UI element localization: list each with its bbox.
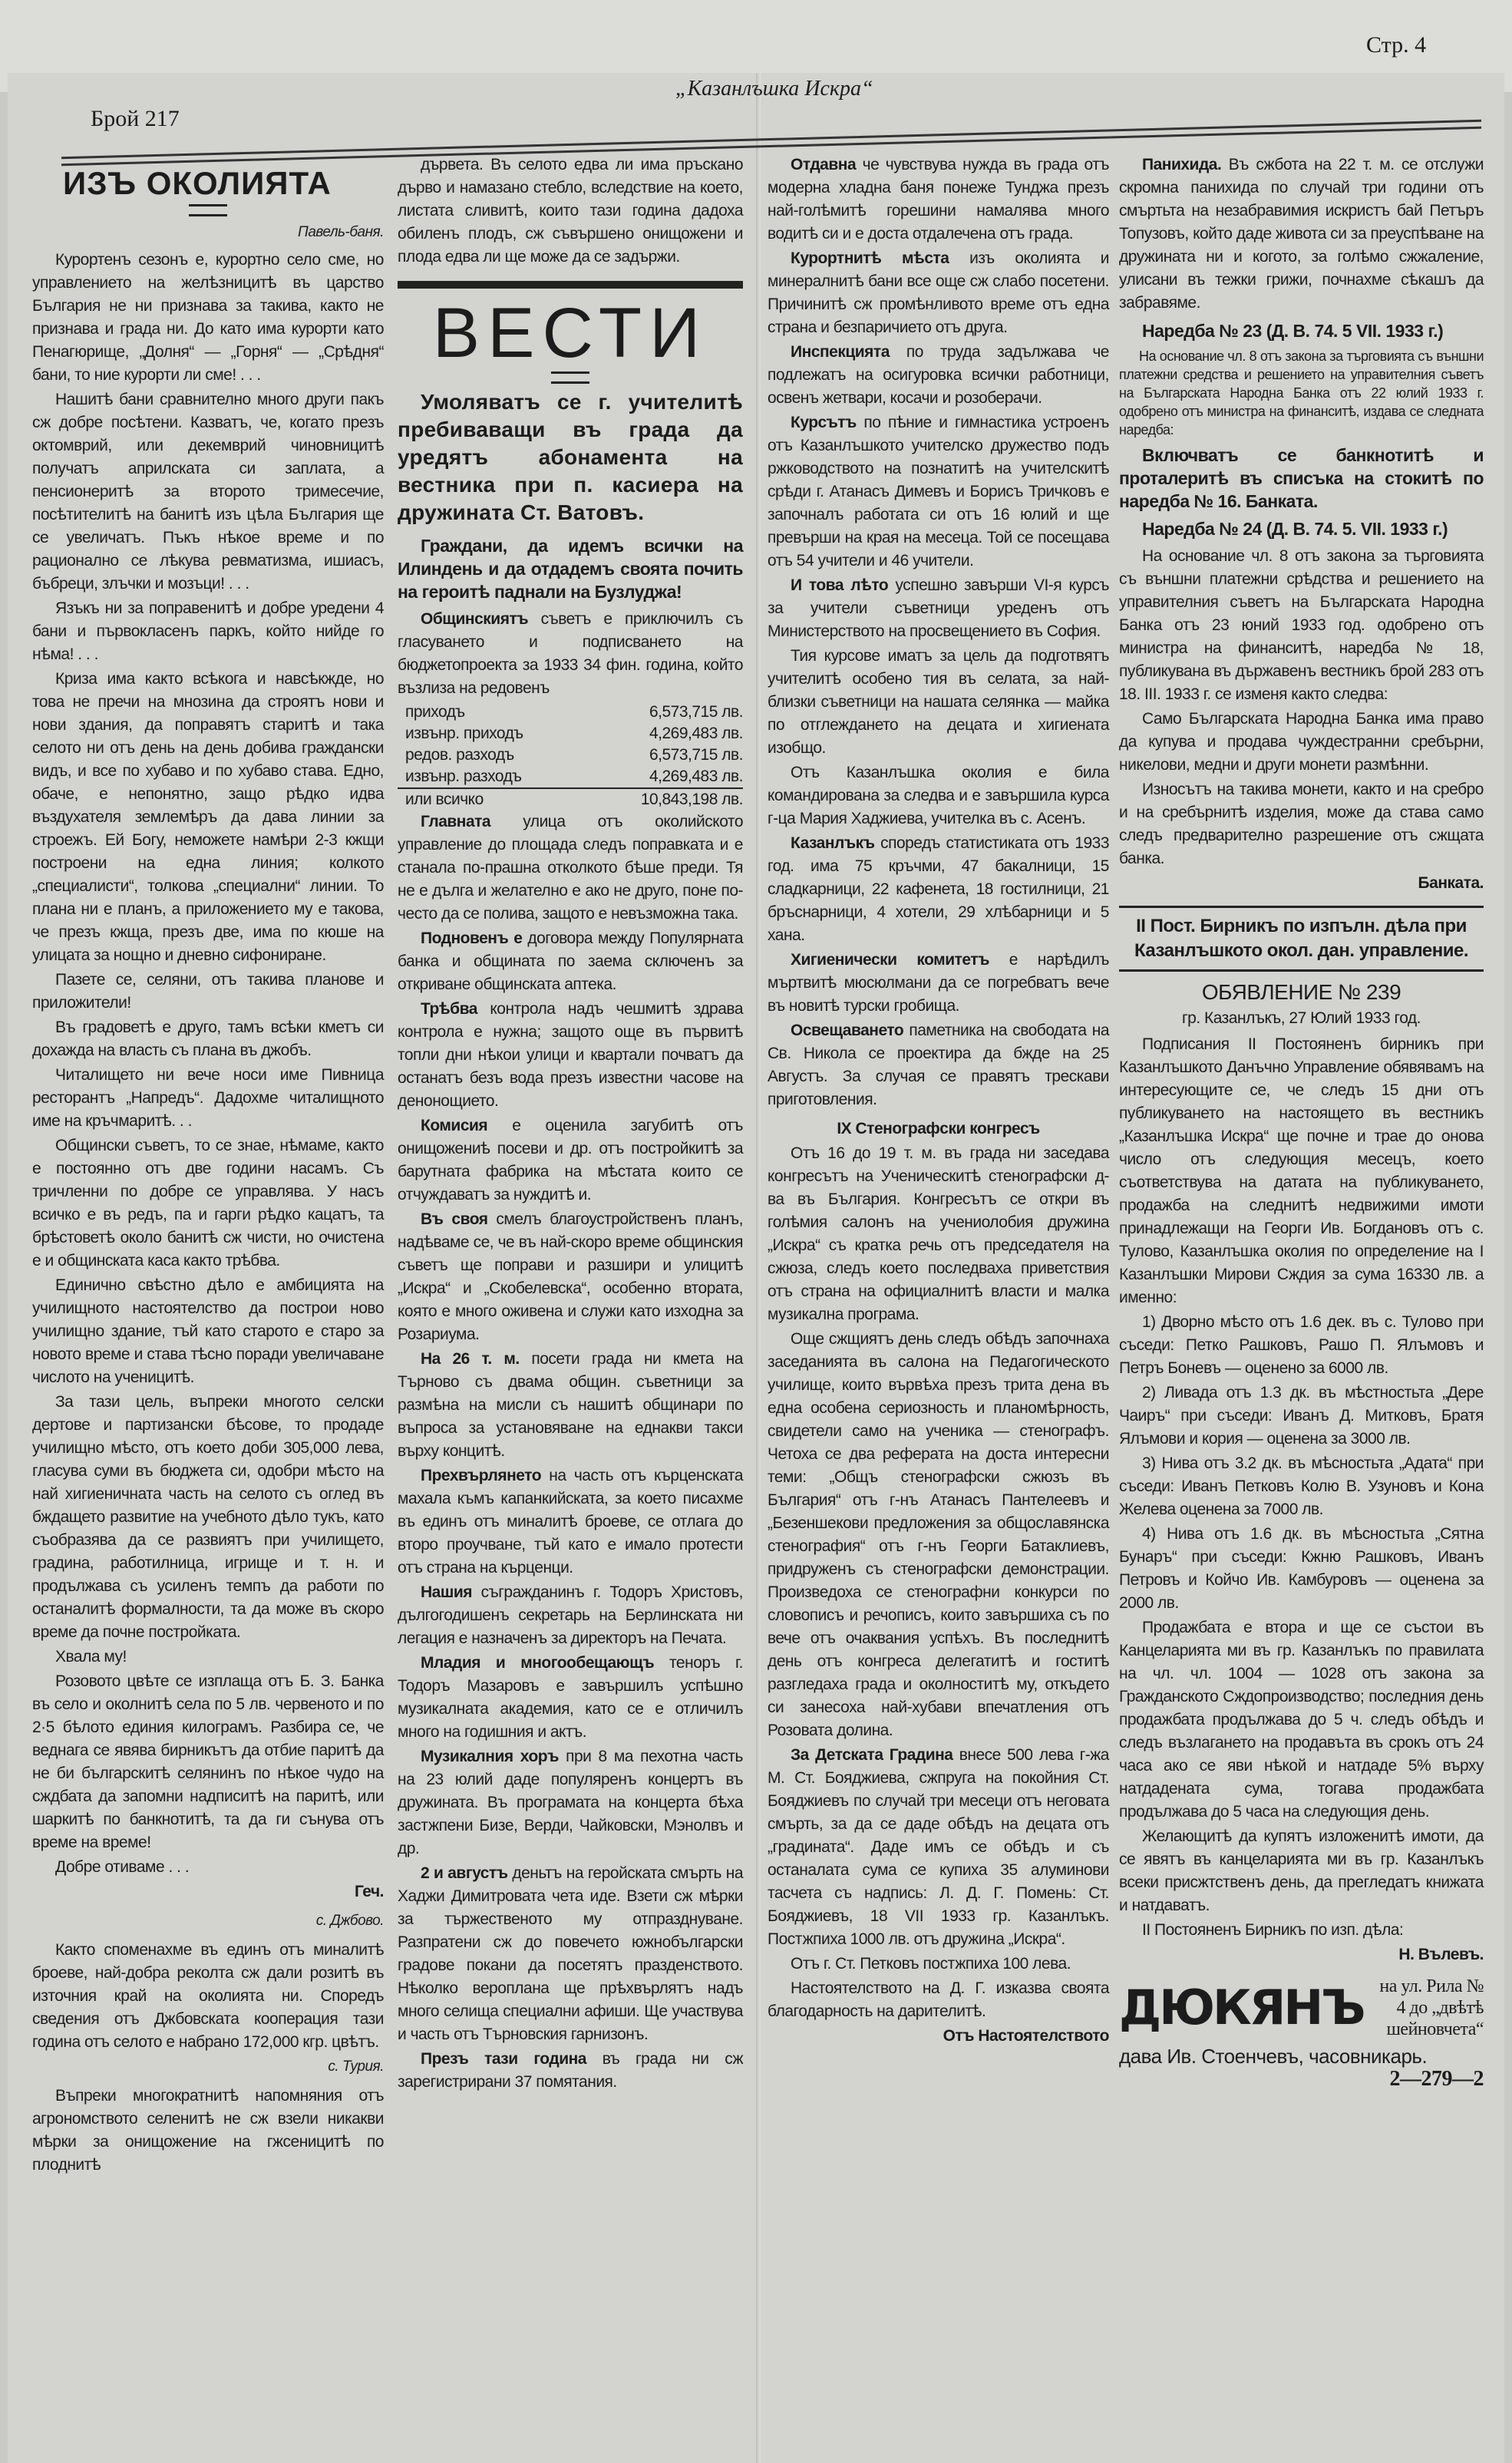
- newspaper-title: „Казанлъшка Искра“: [675, 77, 873, 101]
- signature: Банката.: [1418, 874, 1484, 892]
- paragraph: Само Българската Народна Банка има право да купува и продава чуждестранни сребърни, никелови, медни и други монети размѣнни.: [1119, 710, 1484, 774]
- paragraph: Курсътъ по пѣние и гимнастика устроенъ отъ Казанлъшкото учителско дружество подъ ржководството на познатитѣ на учителскитѣ срѣди г. Атанасъ Димевъ и Борисъ Тричковъ е започналъ работата си отъ 16 юлий и ще превърши на края на месеца. Той се посещава отъ 54 учители и 46 учители.: [768, 414, 1109, 570]
- paragraph: Язъкъ ни за поправенитѣ и добре уредени 4 бани и първокласенъ паркъ, който нийде го нѣма! . . .: [32, 599, 384, 663]
- announcement-header: II Пост. Бирникъ по изпълн. дѣла при Казанлъшкото окол. дан. управление.: [1119, 906, 1484, 972]
- paragraph: На 26 т. м. посети града ни кмета на Търново съ двама общин. съветници за размѣна на мисли съ нашитѣ общинари по въпроса за установяване на еднакви такси върху концитѣ.: [398, 1350, 743, 1460]
- paragraph: Прехвърлянето на часть отъ кърценската махала къмъ капанкийската, за което писахме въ единъ отъ миналитѣ броеве, се отлага до второ проучване, тъй като е имало протести отъ страна на кърценци.: [398, 1467, 743, 1577]
- paragraph: Криза има както всѣкога и навсѣкжде, но това не пречи на мнозина да строятъ нови и нови здания, да поправятъ старитѣ и така селото ни отъ день на день добива граждански видъ, и все по хубаво и по хубаво става. Едно, обаче, е непонятно, защо рѣдко идва въздухателя землемѣръ да дава линии за строежъ. Ей Богу, неможете намѣри 2-3 кжщи построени на една линия; колкото „специалисти“, толкова „специални“ линии. То плана ни е планъ, а приложението му е такова, че презъ кжща, презъ две, има по кюше на улицата за нощно и дневно сифониране.: [32, 670, 384, 964]
- paragraph-lead: Главната: [421, 813, 491, 830]
- paragraph: Освещаването паметника на свободата на Св. Никола се проектира да бжде на 25 Августъ. За случая се правятъ трескави приготовления.: [768, 1022, 1109, 1108]
- column-1: [32, 154, 384, 2178]
- paragraph-lead: И това лѣто: [791, 576, 889, 594]
- paragraph: Младия и многообещающъ теноръ г. Тодоръ Мазаровъ е завършилъ успѣшно музикалната академия, като се е отличилъ много на годишния и актъ.: [398, 1654, 743, 1741]
- advertisement: [1119, 1976, 1484, 2091]
- budget-label: приходъ: [405, 703, 465, 721]
- paragraph: Нашитѣ бани сравнително много други пакъ сж добре посѣтени. Казватъ, че, когато презъ октомврий, или декемврий чиновницитѣ получатъ априлската си заплата, а пенсионеритѣ за второто тримесечие, посѣтителитѣ на банитѣ изъ цѣла България ще се увеличатъ. Пъкъ нѣкое време и по рационално се лѣкува ревматизма, ишиасъ, бъбреци, злъчки и мозъци! . . .: [32, 391, 384, 593]
- paragraph: Хвала му!: [55, 1648, 127, 1666]
- budget-value: 4,269,483 лв.: [649, 725, 743, 742]
- paragraph: 4) Нива отъ 1.6 дк. въ мѣсностьта „Сятна Бунаръ“ при съседи: Кжню Рашковъ, Иванъ Петровъ и Койчо Ив. Камбуровъ — оценена за 2000 лв.: [1119, 1525, 1484, 1612]
- paragraph: 1) Дворно мѣсто отъ 1.6 дек. въ с. Тулово при съседи: Петко Рашковъ, Рашо П. Ялъмовъ и Петръ Боневъ — оценено за 6000 лв.: [1119, 1313, 1484, 1377]
- budget-table: [398, 702, 743, 811]
- paragraph: Отъ 16 до 19 т. м. въ града ни заседава конгресътъ на Ученическитѣ стенографски д-ва въ България. Конгресътъ се откри въ голѣмия салонъ на учениолобия дружина „Искра“ съ кратка речь отъ председателя на сжюза, следъ което последваха приветствия отъ страна на официалнитѣ власти и малка музикална програма.: [768, 1144, 1109, 1323]
- paragraph-lead: За Детската Градина: [791, 1746, 953, 1764]
- paragraph-lead: Презъ тази година: [421, 2050, 586, 2068]
- date-line: гр. Казанлъкъ, 27 Юлий 1933 год.: [1181, 1009, 1421, 1027]
- dateline: с. Турия.: [328, 2059, 384, 2075]
- ad-text: дава Ив. Стоенчевъ, часовникарь.: [1119, 2045, 1428, 2068]
- budget-row: [398, 745, 743, 766]
- paragraph: Хигиенически комитетъ е нарѣдилъ мъртвитѣ мюсюлмани да се погребватъ вече въ новитѣ турски гробища.: [768, 951, 1109, 1015]
- paragraph-lead: Комисия: [421, 1117, 488, 1134]
- paragraph-lead: Отдавна: [791, 156, 857, 173]
- paragraph-lead: Панихида.: [1142, 156, 1222, 173]
- paragraph-lead: Музикалния хоръ: [421, 1748, 559, 1765]
- budget-row: [398, 702, 743, 723]
- paragraph: Добре отиваме . . .: [55, 1858, 190, 1876]
- paragraph: Желающитѣ да купятъ изложенитѣ имоти, да се явятъ въ канцеларията ми въ гр. Казанлъкъ всеки присжтственъ день, да прегледатъ книжата и натдаватъ.: [1119, 1827, 1484, 1914]
- paragraph: Подписания II Постояненъ бирникъ при Казанлъшкото Данъчно Управление обявявамъ на интересующите се, че следъ 15 дни отъ публикуването на настоящето въ вестникъ „Казанлъшка Искра“ ще почне и трае до онова число отъ следующия месецъ, което съответствува на датата на публикуването, продажба на следнитѣ недвижими имоти принадлежащи на Георги Ив. Богдановъ отъ с. Тулово, Казанлъшка околия по определение на I Казанлъшки Мирови Сждия за сума 16330 лв. а именно:: [1119, 1035, 1484, 1306]
- paragraph: Комисия е оценила загубитѣ отъ онищожениѣ посеви и др. отъ постройкитѣ за барутната фабрика на мѣстата които се отчуждаватъ за нуждитѣ и.: [398, 1117, 743, 1203]
- bold-notice: Включватъ се банкнотитѣ и проталеритѣ въ списъка на стокитѣ по наредба № 16. Банката.: [1119, 445, 1484, 511]
- page-header: [0, 0, 1512, 154]
- paragraph: Още сжщиятъ день следъ обѣдъ започнаха заседанията въ салона на Педагогическото училище, които вървѣха презъ трита дена въ една особена сериозность и планомѣрность, свидетели само на ученика — стенографъ. Четоха се два реферата на доста интересни теми: „Общъ стенографски сжюзъ въ България“ отъ г-нъ Атанасъ Пантелеевъ и „Безеншекови предложения за общославянска стенография“ отъ г-нъ Георги Батаклиевъ, придруженъ съ стенографски демонстрации. Произведоха се стенографни конкурси по словописъ и речописъ, които завършиха съ по вече отъ очаквания успѣхъ. Въ последнитѣ день отъ конгреса делегатитѣ и гоститѣ разгледаха града и околноститѣ му, откъдето си занесоха най-хубави впечатления отъ Розовата долина.: [768, 1330, 1109, 1739]
- paragraph: Тия курсове иматъ за цель да подготвятъ учителитѣ особено тия въ селата, за най-близки съветници на нашата селянка — майка по отглеждането на децата и хигиената изобщо.: [768, 647, 1109, 757]
- paragraph: Продажбата е втора и ще се състои въ Канцеларията ми въ гр. Казанлъкъ по правилата на чл. чл. 1004 — 1028 отъ закона за Гражданското Сждопроизводство; последния день продажбата продължава до 5 ч. следъ обѣдъ и следъ възлагането на продавъта въ срокъ отъ 24 часа ако се яви нѣкой и натдаде 5% върху натдадената сума, тогава продажбата продължава до 5 часа на следующия день.: [1119, 1619, 1484, 1821]
- ad-address: на ул. Рила № 4 до „двѣтѣ шейновчета“: [1379, 1976, 1484, 2039]
- signature: Геч.: [354, 1883, 384, 1900]
- budget-label: извънр. разходъ: [405, 768, 522, 785]
- paragraph-lead: На 26 т. м.: [421, 1350, 520, 1368]
- ad-shop-name: ДЮКЯНЪ: [1119, 1979, 1364, 2035]
- paragraph: Музикалния хоръ при 8 ма пехотна часть на 23 юлий даде популяренъ концертъ въ дружината. Въ програмата на концерта бѣха застжпени Бизе, Верди, Чайковски, Мэнолвъ и др.: [398, 1748, 743, 1857]
- section-heading: ИЗЪ ОКОЛИЯТА: [63, 165, 332, 201]
- budget-value: 4,269,483 лв.: [649, 768, 743, 785]
- page-fold: [756, 73, 761, 2463]
- paragraph: Единично свѣстно дѣло е амбицията на училищното настоятелство да построи ново училищно здание, тъй като старото е старо за новото време и става тѣсно поради увеличаване числото на ученицитѣ.: [32, 1276, 384, 1386]
- signature: Отъ Настоятелството: [943, 2027, 1109, 2045]
- paragraph: Панихида. Въ сжбота на 22 т. м. се отслужи скромна панихида по случай три години отъ смъртьта на незабравимия искристъ бай Петъръ Топузовъ, който даде живота си за преуспѣване на дружината ни и когото, за голѣмо сжжаление, улисани въ тежки грижи, почнахме сѣкашъ да забравяме.: [1119, 156, 1484, 312]
- paragraph-lead: Въ своя: [421, 1210, 488, 1228]
- budget-value: 6,573,715 лв.: [649, 746, 743, 764]
- paragraph: Розовото цвѣте се изплаща отъ Б. З. Банка въ село и околнитѣ села по 5 лв. червеното и по 2·5 бѣлото единия килограмъ. Разбира се, че веднага се явява бирникътъ да отбие паритѣ да не би българскитѣ селянинъ по нѣкое чудо на сждбата да запомни надписитѣ на паритѣ, или шаркитѣ по банкнотитѣ, та да ги сънува отъ време на време!: [32, 1672, 384, 1851]
- paragraph: Отдавна че чувствува нужда въ града отъ модерна хладна баня понеже Тунджа презъ най-голѣмитѣ горешини намалява много водитѣ си и е доста отдалечена отъ града.: [768, 156, 1109, 243]
- paragraph: Курортнитѣ мѣста изъ околията и минералнитѣ бани все още сж слабо посетени. Причинитѣ сж промѣнливото време отъ една страна и безпаричието отъ друга.: [768, 249, 1109, 336]
- paragraph-lead: Младия и многообещающъ: [421, 1654, 655, 1672]
- paragraph: Нашия съгражданинъ г. Тодоръ Христовъ, дългогодишенъ секретарь на Берлинската ни легация е назначенъ за директоръ на Печата.: [398, 1583, 743, 1647]
- paragraph: Главната улица отъ околийското управление до площада следъ поправката и е станала по-прашна отколкото бѣше преди. Тя не е дълга и желателно е ако не друго, поне по-често да се полива, защото е невъзможна така.: [398, 813, 743, 923]
- notice: Умоляватъ се г. учителитѣ пребиваващи въ града да уредятъ абонамента на вестника при п. касиера на дружината Ст. Ватовъ.: [398, 390, 743, 524]
- paragraph: Презъ тази година въ града ни сж зарегистрирани 37 помятания.: [398, 2050, 744, 2091]
- budget-label: или всичко: [398, 788, 582, 811]
- budget-row: [398, 723, 743, 745]
- bold-notice: Наредба № 24 (Д. В. 74. 5. VII. 1933 г.): [1142, 519, 1448, 539]
- paragraph-lead: Курсътъ: [791, 414, 857, 431]
- announcement-title: ОБЯВЛЕНИЕ № 239: [1201, 980, 1401, 1004]
- paragraph: За тази цель, въпреки многото селски дертове и партизански бѣсове, то продаде училищно мѣсто, отъ което доби 305,000 лева, гласува суми въ бюджета си, одобри мѣсто на най хигиеничната часть на селото съ оглед въ бждащето развитие на учебното дѣло тукъ, като съобразява да се развиятъ при училището, градина, работилница, игрище и т. н. и продължава съ усиленъ темпъ да работи по останалитѣ формалности, та да може въ скоро време да почне постройката.: [32, 1393, 384, 1641]
- ad-top: [1119, 1976, 1484, 2040]
- column-4: [1119, 154, 1484, 2091]
- paragraph: Износътъ на такива монети, както и на сребро и на сребърнитѣ изделия, може да става само следъ предварително разрешение отъ сжщата банка.: [1119, 781, 1484, 867]
- paragraph: Общинскиятъ съветъ е приключилъ съ гласуването и подписването на бюджетопроекта за 1933 34 фин. година, който възлиза на редовенъ: [398, 610, 743, 697]
- paragraph-lead: Общинскиятъ: [421, 610, 529, 628]
- paragraph: дървета. Въ селото едва ли има пръскано дърво и намазано стебло, вследствие на което, листата сливитѣ, които тази година дадоха обиленъ плодъ, сж съвършено онищожени и плода едва ли ще може да се задържи.: [398, 156, 743, 266]
- fine-print: На основание чл. 8 отъ закона за търговията съ външни платежни средства и решението на управителния съветъ на Българската Народна Банка отъ 22 юлий 1933 г. одобрено отъ министра на финанситѣ, издава се следната наредба:: [1119, 348, 1484, 437]
- paragraph: 3) Нива отъ 3.2 дк. въ мѣсностьта „Адата“ при съседи: Иванъ Петковъ Колю В. Узуновъ и Кона Желева оценена за 7000 лв.: [1119, 1454, 1484, 1518]
- paragraph: 2 и августъ деньтъ на геройската смърть на Хаджи Димитровата чета иде. Взети сж мѣрки за тържественото му отпразднуване. Разпратени сж до повечето южнобългарски градове покани да посетятъ празденството. Нѣколко вероплана ще прѣхвърлятъ надъ много селища специални афиши. Ще участвува и часть отъ Търновския гарнизонъ.: [398, 1864, 743, 2043]
- paragraph-lead: Освещаването: [791, 1022, 904, 1039]
- article-heading: IX Стенографски конгресъ: [837, 1120, 1040, 1137]
- paragraph-lead: Подновенъ е: [421, 929, 523, 947]
- paragraph: 2) Ливада отъ 1.3 дк. въ мѣстностьта „Дере Чаиръ“ при съседи: Иванъ Д. Митковъ, Братя Ялъмови и кория — оценена за 3000 лв.: [1119, 1384, 1484, 1448]
- signature: Н. Вълевъ.: [1398, 1946, 1484, 1963]
- bold-notice: Наредба № 23 (Д. В. 74. 5 VII. 1933 г.): [1142, 321, 1444, 341]
- paragraph-lead: Курортнитѣ мѣста: [791, 249, 949, 267]
- paragraph: На основание чл. 8 отъ закона за търговията съ външни платежни срѣдства и решението на управителния съветъ на Българската Народна Банка отъ 23 юний 1933 год. одобрено отъ министра на финанситѣ, наредба № 18, публикувана въ държавенъ вестникъ брой 283 отъ 18. III. 1933 г. се изменя както следва:: [1119, 547, 1484, 703]
- budget-label: редов. разходъ: [405, 746, 514, 764]
- paragraph: Както споменахме въ единъ отъ миналитѣ броеве, най-добра реколта сж дали розитѣ въ източния край на околията ни. Споредъ сведения отъ Джбовската кооперация тази година отъ селото е набрано 172,000 кгр. цвѣтъ.: [32, 1941, 384, 2051]
- paragraph: За Детската Градина внесе 500 лева г-жа М. Ст. Бояджиева, сжпруга на покойния Ст. Бояджиевъ по случай три месеци отъ неговата смърть, за да се даде обѣдъ на децата отъ „градината“. Даде имъ се обѣдъ и съ останалата сума се купиха 35 алуминови тасчета съ надпись: Л. Д. Г. Помень: Ст. Бояджиевъ, 18 VII 1933 гр. Казанлъкъ. Постжпиха 1000 лв. отъ дружина „Искра“.: [768, 1746, 1109, 1948]
- paragraph: Отъ г. Ст. Петковъ постжпиха 100 лева.: [791, 1955, 1071, 1973]
- paragraph: И това лѣто успешно завърши VI-я курсъ за учители съветници уреденъ отъ Министерството на просвещението въ София.: [768, 576, 1109, 640]
- paragraph-lead: Прехвърлянето: [421, 1467, 542, 1484]
- paragraph-lead: Инспекцията: [791, 343, 890, 361]
- paragraph: Въпреки многократнитѣ напомняния отъ агрономството селенитѣ не сж взели никакви мѣрки за онищожение на гжсеницитѣ по плоднитѣ: [32, 2087, 384, 2174]
- paragraph: Трѣбва контрола надъ чешмитѣ здрава контрола е нужна; защото още въ първитѣ топли дни нѣкои улици и квартали почватъ да останатъ безъ вода презъ известни часове на денонощието.: [398, 1000, 743, 1110]
- paragraph: Отъ Казанлъшка околия е била командирована за следва и е завършила курса г-ца Мария Хаджиева, учителка въ с. Асенъ.: [768, 764, 1109, 827]
- paragraph: II Постояненъ Бирникъ по изп. дѣла:: [1142, 1921, 1404, 1939]
- column-3: [768, 154, 1109, 2054]
- budget-row: [398, 766, 743, 788]
- budget-value: 10,843,198 лв.: [582, 788, 743, 811]
- paragraph: Читалището ни вече носи име Пивница ресторантъ „Напредъ“. Дадохме читалищното име на кръчмаритѣ. . .: [32, 1066, 384, 1130]
- section-heading: ВЕСТИ: [432, 294, 708, 372]
- paragraph: Настоятелството на Д. Г. изказва своята благодарность на дарителитѣ.: [768, 1979, 1109, 2020]
- paragraph: Подновенъ е договора между Популярната банка и общината по заема сключенъ за откриване общинската аптека.: [398, 929, 743, 993]
- paragraph-lead: Казанлъкъ: [791, 834, 875, 852]
- paragraph: Въ своя смелъ благоустройственъ планъ, надѣваме се, че въ най-скоро време общинския съветъ ще поправи и разшири и улицитѣ „Искра“ и „Скобелевска“, особенно втората, която е много оживена и служи като изходна за Розариума.: [398, 1210, 743, 1343]
- paragraph-lead: Трѣбва: [421, 1000, 477, 1018]
- paragraph: Курортенъ сезонъ е, курортно село сме, но управлението на желѣзницитѣ въ царство България не ни признава за такива, както не признава и града ни. До като има курорти като Пенагюрище, „Долня“ — „Горня“ — „Срѣдня“ бани, то ние курорти ли сме! . . .: [32, 251, 384, 384]
- page-number: Стр. 4: [1366, 32, 1427, 58]
- budget-label: извънр. приходъ: [405, 725, 523, 742]
- paragraph: Общински съветъ, то се знае, нѣмаме, както е постоянно отъ две години насамъ. Съ тричленни по добре се управлява. У насъ всичко е въ редъ, па и гарги рѣдко кацатъ, та брѣстоветѣ около банитѣ сж чисти, но очистена е и общинската каса както трѣбва.: [32, 1137, 384, 1269]
- paragraph-lead: Хигиенически комитетъ: [791, 951, 989, 969]
- ornament-divider: [551, 371, 589, 384]
- paragraph: Инспекцията по труда задължава че подлежатъ на осигуровка всички работници, освенъ жетвари, косачи и розоберачи.: [768, 343, 1109, 407]
- bold-notice: Граждани, да идемъ всички на Илиндень и да отдадемъ своята почить на героитѣ паднали на Бузлуджа!: [398, 536, 743, 602]
- thick-rule: [398, 281, 743, 289]
- paragraph: Пазете се, селяни, отъ такива планове и приложители!: [32, 971, 384, 1012]
- issue-number: Брой 217: [91, 106, 180, 131]
- paragraph-lead: Нашия: [421, 1583, 473, 1601]
- paragraph: Въ градоветѣ е друго, тамъ всѣки кметъ си дохажда на власть съ плана въ джобъ.: [32, 1019, 384, 1059]
- dateline: с. Джбово.: [315, 1913, 384, 1929]
- ornament-divider: [189, 204, 227, 216]
- column-2: [398, 154, 743, 2095]
- dateline: Павель-баня.: [298, 224, 384, 240]
- budget-value: 6,573,715 лв.: [649, 703, 743, 721]
- ad-code: 2—279—2: [1389, 2067, 1484, 2091]
- budget-row: [398, 788, 743, 811]
- paragraph: Казанлъкъ споредъ статистиката отъ 1933 год. има 75 кръчми, 47 бакалници, 15 сладкарници, 22 кафенета, 18 гостилници, 21 бръснарници, 4 хотели, 29 хлѣбарници и 5 хана.: [768, 834, 1109, 944]
- paragraph-lead: 2 и августъ: [421, 1864, 508, 1882]
